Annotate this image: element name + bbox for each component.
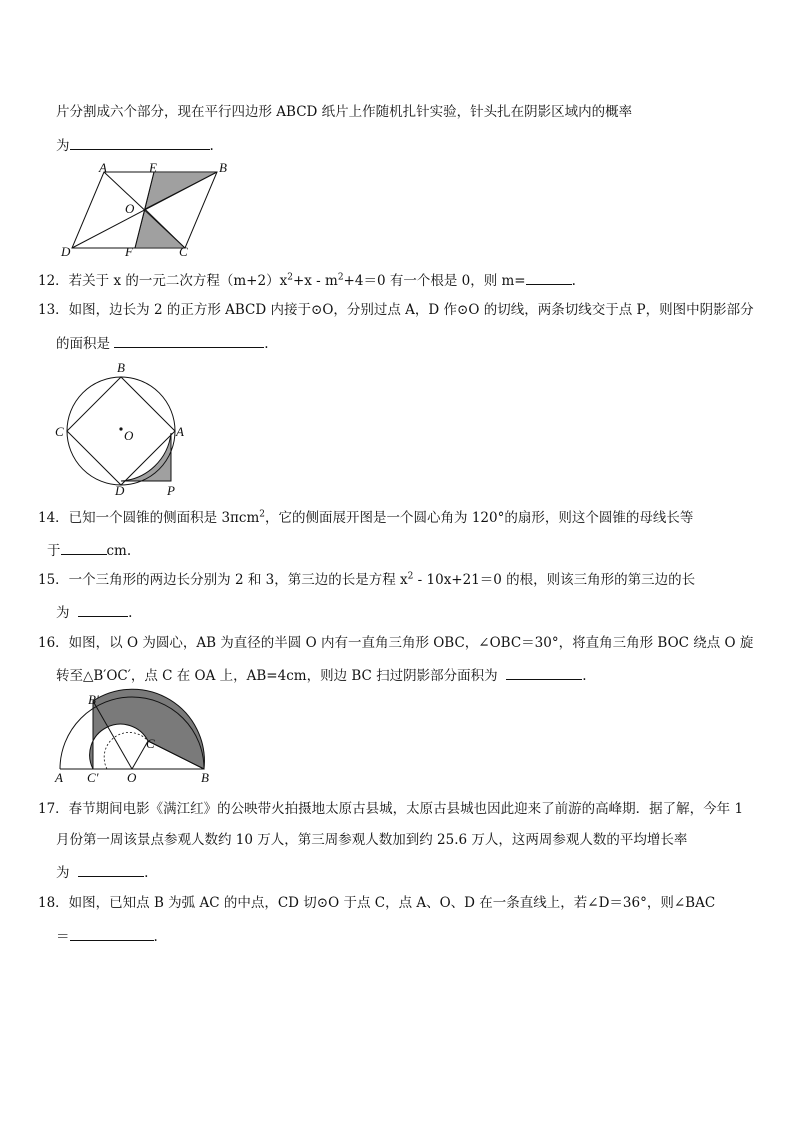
q12-text-b: +x - m [292, 273, 338, 289]
q11-line2-suffix: . [209, 138, 214, 154]
q11-label-c: C [179, 244, 188, 259]
q18-suffix: . [153, 929, 158, 945]
q11-label-o: O [125, 201, 135, 216]
q13-line1: 13．如图，边长为 2 的正方形 ABCD 内接于⊙O，分别过点 A，D 作⊙O 的切线，两条切线交于点 P，则图中阴影部分 [38, 302, 754, 318]
q13-line2 [56, 333, 269, 353]
q14-line2-suffix: cm. [106, 543, 132, 559]
q13-line2-prefix: 的面积是 [56, 336, 110, 352]
q11-label-e: E [149, 160, 157, 175]
q15-line2-prefix: 为 [56, 605, 70, 621]
q14-answer-blank[interactable] [61, 540, 107, 555]
q11-line1: 片分割成六个部分，现在平行四边形 ABCD 纸片上作随机扎针实验，针头扎在阴影区域内的概率 [56, 104, 633, 120]
q16-label-bprime: B′ [88, 692, 99, 707]
q16-label-o: O [127, 770, 137, 785]
q11-label-f: F [125, 244, 133, 259]
q16-answer-blank[interactable] [506, 665, 582, 680]
q12-sup2: 2 [337, 272, 344, 283]
q16-line2 [56, 665, 587, 685]
q16-label-cprime: C′ [87, 770, 99, 785]
q11-shaded-bottom [135, 209, 185, 248]
q14-line1 [38, 509, 693, 527]
q12-line [38, 270, 576, 290]
q18-line2 [56, 926, 158, 946]
q17-answer-blank[interactable] [78, 862, 144, 877]
q15-line1 [38, 571, 695, 589]
q16-label-c: C [146, 736, 155, 751]
q16-line1: 16．如图，以 O 为圆心，AB 为直径的半圆 O 内有一直角三角形 OBC，∠OBC＝30°，将直角三角形 BOC 绕点 O 旋 [38, 635, 754, 651]
q18-answer-blank[interactable] [70, 926, 154, 941]
q18-line2-prefix: ＝ [56, 929, 70, 945]
q13-circle-figure [50, 355, 190, 500]
q11-label-b: B [219, 160, 227, 175]
q14-line2-prefix: 于 [47, 543, 61, 559]
q12-suffix: . [571, 273, 576, 289]
q12-sup1: 2 [287, 272, 293, 283]
q11-label-a: A [99, 160, 107, 175]
q15-text-a: 15．一个三角形的两边长分别为 2 和 3，第三边的长是方程 x [38, 572, 408, 588]
q12-text-c: +4＝0 有一个根是 0，则 m= [343, 273, 526, 289]
q11-label-d: D [61, 244, 71, 259]
q16-label-b: B [201, 770, 209, 785]
q16-label-a: A [55, 770, 63, 785]
q17-line2: 月份第一周该景点参观人数约 10 万人，第三周参观人数加到约 25.6 万人，这两周参观人数的平均增长率 [56, 832, 688, 848]
q16-small-arc [104, 732, 148, 769]
q12-text-a: 12．若关于 x 的一元二次方程（m+2）x [38, 273, 288, 289]
q15-line2 [56, 602, 132, 622]
q16-suffix: . [582, 668, 587, 684]
q12-answer-blank[interactable] [526, 270, 572, 285]
q14-text-b: ，它的侧面展开图是一个圆心角为 120°的扇形，则这个圆锥的母线长等 [265, 510, 694, 526]
q13-label-a: A [176, 424, 184, 439]
q13-label-c: C [55, 424, 64, 439]
q17-line3 [56, 862, 148, 882]
q14-sup: 2 [259, 509, 266, 520]
q17-line3-prefix: 为 [56, 865, 70, 881]
q13-label-b: B [117, 360, 125, 375]
q13-center-dot [119, 427, 122, 430]
q17-line1: 17．春节期间电影《满江红》的公映带火拍摄地太原古县城，太原古县城也因此迎来了前游的高峰期．据了解，今年 1 [38, 801, 744, 817]
q13-suffix: . [264, 336, 269, 352]
q13-answer-blank[interactable] [114, 333, 264, 348]
q16-semicircle-figure [50, 692, 220, 787]
q18-line1: 18．如图，已知点 B 为弧 AC 的中点，CD 切⊙O 于点 C，点 A、O、D 在一条直线上，若∠D＝36°，则∠BAC [38, 895, 716, 911]
q13-label-d: D [115, 483, 125, 498]
q15-answer-blank[interactable] [78, 602, 128, 617]
q11-parallelogram-figure [55, 160, 235, 260]
q13-label-o: O [124, 428, 134, 443]
q15-text-b: - 10x+21＝0 的根，则该三角形的第三边的长 [413, 572, 696, 588]
q16-line2-prefix: 转至△B′OC′，点 C 在 OA 上，AB=4cm，则边 BC 扫过阴影部分面积为 [56, 668, 498, 684]
q15-sup: 2 [407, 571, 414, 582]
q11-answer-blank[interactable] [70, 135, 210, 150]
q13-label-p: P [167, 483, 175, 498]
q14-line2 [47, 540, 131, 560]
q15-suffix: . [128, 605, 133, 621]
q14-text-a: 14．已知一个圆锥的侧面积是 3πcm [38, 510, 260, 526]
q11-line2 [56, 135, 214, 155]
q11-line2-prefix: 为 [56, 138, 70, 154]
q17-suffix: . [144, 865, 149, 881]
